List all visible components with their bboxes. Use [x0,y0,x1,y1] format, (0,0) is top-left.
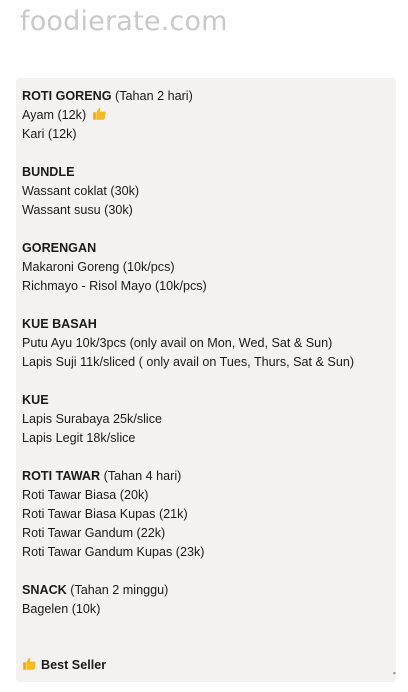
menu-item [22,410,398,429]
menu-section [22,239,398,296]
menu-item [22,106,398,125]
menu-item [22,334,398,353]
thumbs-up-icon [22,656,37,671]
menu-item-text: Lapis Suji 11k/sliced ( only avail on Tues, Thurs, Sat & Sun) [22,355,355,369]
menu-section [22,581,398,619]
menu-section [22,163,398,220]
menu-item [22,182,398,201]
menu-item-text: Roti Tawar Gandum (22k) [22,526,166,540]
section-heading [22,391,398,410]
menu-item-text: Makaroni Goreng (10k/pcs) [22,260,175,274]
best-seller-label: Best Seller [41,658,107,672]
menu-list [22,87,398,638]
menu-item-text: Roti Tawar Biasa (20k) [22,488,149,502]
section-title: KUE [22,393,49,407]
section-heading [22,239,398,258]
menu-section [22,87,398,144]
menu-item-text: Lapis Surabaya 25k/slice [22,412,163,426]
section-note: (Tahan 4 hari) [100,469,182,483]
menu-item [22,524,398,543]
section-title: SNACK [22,583,67,597]
thumbs-up-icon [22,658,41,672]
section-heading [22,87,398,106]
menu-item [22,486,398,505]
menu-item-text: Kari (12k) [22,127,77,141]
menu-item-text: Bagelen (10k) [22,602,101,616]
section-title: BUNDLE [22,165,75,179]
menu-item-text: Roti Tawar Biasa Kupas (21k) [22,507,188,521]
menu-item [22,258,398,277]
menu-item [22,429,398,448]
menu-item [22,201,398,220]
menu-item-text: Richmayo - Risol Mayo (10k/pcs) [22,279,207,293]
menu-item-text: Wassant susu (30k) [22,203,133,217]
menu-item-text: Roti Tawar Gandum Kupas (23k) [22,545,205,559]
thumbs-up-icon [92,106,107,121]
menu-item-text: Putu Ayu 10k/3pcs (only avail on Mon, Wed, Sat & Sun) [22,336,333,350]
menu-section [22,467,398,562]
menu-item-text: Lapis Legit 18k/slice [22,431,136,445]
menu-item-text: Ayam (12k) [22,108,87,122]
menu-item [22,125,398,144]
menu-item [22,600,398,619]
section-note: (Tahan 2 hari) [111,89,193,103]
section-note: (Tahan 2 minggu) [66,583,169,597]
section-title: ROTI GORENG [22,89,112,103]
section-heading [22,163,398,182]
menu-item [22,543,398,562]
corner-mark: ▪ [392,668,396,678]
watermark: foodierate.com [20,6,228,37]
section-heading [22,581,398,600]
menu-item [22,353,398,372]
menu-item [22,505,398,524]
section-heading [22,315,398,334]
menu-item [22,277,398,296]
menu-section [22,315,398,372]
best-seller-legend [22,656,106,675]
section-title: KUE BASAH [22,317,97,331]
section-title: ROTI TAWAR [22,469,101,483]
section-heading [22,467,398,486]
section-title: GORENGAN [22,241,97,255]
menu-section [22,391,398,448]
menu-item-text: Wassant coklat (30k) [22,184,140,198]
